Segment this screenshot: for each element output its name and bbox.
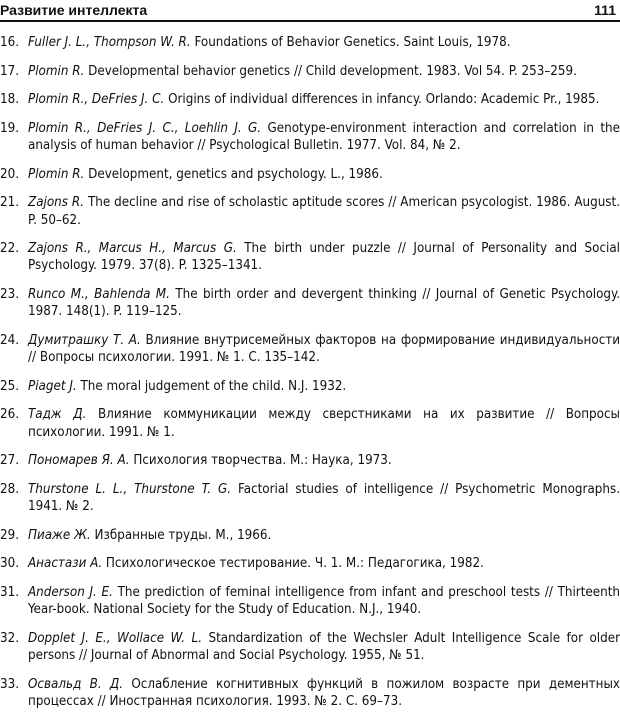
reference-number: 24. [0,332,20,348]
reference-item [0,481,620,516]
reference-text: Genotype-environment interaction and correlation in the analysis of human behavior // Psychological Bulletin. 1977. Vol. 84, № 2. [28,120,620,154]
reference-number: 23. [0,287,20,303]
reference-authors: Zajons R. [28,195,85,211]
reference-text: The birth under puzzle // Journal of Personality and Social Psychology. 1979. 37(8). P. 1325–1341. [28,241,620,274]
reference-authors: Анастази А. [28,556,103,572]
reference-item [0,527,620,544]
reference-authors: Dopplet J. E., Wollace W. L. [28,630,203,646]
reference-authors: Zajons R., Marcus H., Marcus G. [28,241,237,257]
running-title: Развитие интеллекта [0,2,148,18]
reference-authors: Plomin R. [28,166,85,182]
reference-text: Ослабление когнитивных функций в пожилом возрасте при дементных процессах // Иностранная психология. 1993. № 2. С. 69–73. [28,676,620,710]
reference-text: Влияние коммуникации между сверстниками на их развитие // Вопросы психологии. 1991. № 1. [28,407,620,440]
reference-item [0,91,620,108]
reference-authors: Runco M., Bahlenda M. [28,287,170,303]
reference-authors: Plomin R., DeFries J. C., Loehlin J. G. [28,120,262,136]
reference-authors: Освальд В. Д. [28,676,124,692]
reference-text: The prediction of feminal intelligence from infant and preschool tests // Thirteenth Year-book. National Society for the Study of Education. N.J., 1940. [28,584,620,618]
reference-item [0,166,620,183]
header-rule [0,20,620,22]
reference-item [0,452,620,469]
reference-number: 22. [0,241,20,257]
reference-item [0,63,620,80]
reference-item [0,378,620,395]
reference-item [0,34,620,51]
reference-list [0,34,620,722]
reference-number: 27. [0,453,20,469]
reference-text: Влияние внутрисемейных факторов на формирование индивидуальности // Вопросы психологии. 1991. № 1. С. 135–142. [28,332,620,366]
reference-authors: Thurstone L. L., Thurstone T. G. [28,481,232,497]
reference-authors: Anderson J. E. [28,584,113,600]
reference-item [0,406,620,441]
reference-number: 21. [0,195,20,211]
reference-text: Foundations of Behavior Genetics. Saint Louis, 1978. [190,35,511,50]
reference-authors: Plomin R. [28,63,85,79]
reference-number: 30. [0,556,20,572]
reference-item [0,555,620,572]
reference-authors: Piaget J. [28,378,77,394]
reference-number: 25. [0,378,20,394]
reference-authors: Пиаже Ж. [28,527,91,543]
reference-authors: Тадж Д. [28,407,87,423]
reference-text: The moral judgement of the child. N.J. 1932. [76,378,347,394]
reference-item [0,240,620,275]
reference-number: 17. [0,63,20,79]
reference-number: 32. [0,630,20,646]
reference-item [0,286,620,321]
reference-item [0,584,620,619]
reference-text: Origins of individual differences in infancy. Orlando: Academic Pr., 1985. [164,92,600,108]
reference-text: The birth order and devergent thinking // Journal of Genetic Psychology. 1987. 148(1). P. 119–125. [28,287,620,320]
reference-item [0,676,620,711]
reference-number: 16. [0,35,20,50]
reference-text: Психологическое тестирование. Ч. 1. М.: Педагогика, 1982. [102,556,484,572]
reference-number: 31. [0,584,20,600]
reference-text: Factorial studies of intelligence // Psychometric Monographs. 1941. № 2. [28,481,620,515]
reference-authors: Пономарев Я. А. [28,453,130,469]
reference-item [0,332,620,367]
reference-authors: Fuller J. L., Thompson W. R. [28,35,191,50]
reference-number: 26. [0,407,20,423]
reference-number: 19. [0,120,20,136]
reference-text: The decline and rise of scholastic aptitude scores // American psycologist. 1986. August. P. 50–62. [28,195,620,228]
reference-item [0,120,620,155]
reference-text: Developmental behavior genetics // Child development. 1983. Vol 54. P. 253–259. [84,63,577,79]
reference-text: Психология творчества. М.: Наука, 1973. [129,453,392,469]
page-number: 111 [594,2,616,18]
reference-authors: Думитрашку Т. А. [28,332,141,348]
reference-number: 29. [0,527,20,543]
reference-number: 28. [0,481,20,497]
reference-text: Избранные труды. М., 1966. [90,527,272,543]
reference-number: 20. [0,166,20,182]
reference-number: 33. [0,676,20,692]
reference-text: Standardization of the Wechsler Adult Intelligence Scale for older persons // Journal of Abnormal and Social Psychology. 1955, № 51. [28,630,620,664]
reference-item [0,630,620,665]
reference-number: 18. [0,92,20,108]
reference-item [0,194,620,229]
reference-text: Development, genetics and psychology. L., 1986. [84,166,383,182]
reference-authors: Plomin R., DeFries J. C. [28,92,165,108]
